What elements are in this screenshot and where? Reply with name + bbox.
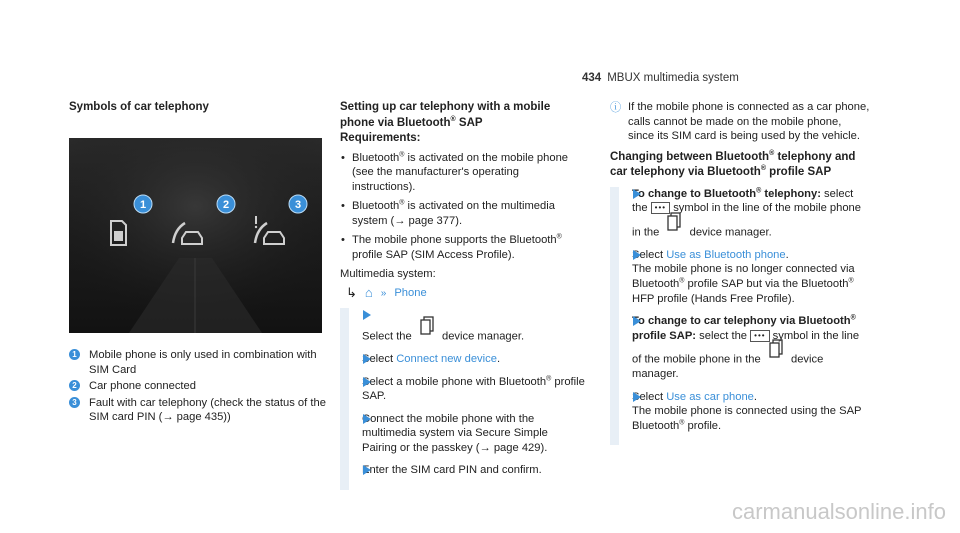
- step-arrow-icon: [633, 189, 641, 199]
- use-as-car-phone-link: Use as car phone: [666, 390, 754, 403]
- legend-text: Mobile phone is only used in combination with SIM Card: [89, 349, 317, 376]
- home-icon: ⌂: [364, 285, 373, 301]
- list-item: • Bluetooth® is activated on the mobile phone (see the manufacturer's operating instructions).: [340, 151, 585, 195]
- connect-new-device-link: Connect new device: [396, 352, 497, 365]
- step-list: [610, 187, 870, 442]
- section-heading-changing: Changing between Bluetooth® telephony and car telephony via Bluetooth® profile SAP: [610, 149, 856, 179]
- column-setup: [340, 100, 585, 496]
- step-item: Select Connect new device.: [362, 352, 501, 365]
- callout-3: [289, 195, 307, 213]
- legend-number: 3: [69, 397, 80, 408]
- step-arrow-icon: [363, 414, 371, 424]
- legend-item: [69, 396, 329, 425]
- step-item: Select a mobile phone with Bluetooth® profile SAP.: [362, 374, 585, 403]
- multimedia-system-label: Multimedia system:: [340, 268, 436, 281]
- device-manager-icon: [415, 314, 439, 338]
- step-arrow-icon: [363, 377, 371, 387]
- page-number: 434: [582, 72, 602, 84]
- device-manager-icon: [662, 210, 686, 234]
- callout-2-label: 2: [222, 199, 230, 211]
- step-item: Select the device manager.: [362, 308, 585, 352]
- page-header: [582, 71, 739, 86]
- section-heading-symbols: Symbols of car telephony: [69, 101, 209, 113]
- list-item: • The mobile phone supports the Bluetooth® profile SAP (SIM Access Profile).: [340, 233, 585, 262]
- step-item: To change to car telephony via Bluetooth® profile SAP: select the ••• symbol in the line of the mobile phone in the device manager.: [632, 314, 860, 381]
- callout-3-label: 3: [294, 199, 302, 211]
- legend-item: [69, 379, 329, 394]
- step-item: To change to Bluetooth® telephony: select the ••• symbol in the line of the mobile phone in the device manager.: [632, 186, 862, 239]
- step-arrow-icon: [363, 354, 371, 364]
- step-arrow-icon: [363, 310, 371, 320]
- screen-graphic: [69, 138, 322, 333]
- column-changing: [610, 100, 870, 451]
- step-arrow-icon: [633, 316, 641, 326]
- step-arrow-icon: [633, 250, 641, 260]
- page-header-title: MBUX multimedia system: [607, 72, 739, 84]
- callout-2: [217, 195, 235, 213]
- step-item: Connect the mobile phone with the multimedia system via Secure Simple Pairing or the passkey (→ page 429).: [362, 412, 548, 454]
- use-as-bluetooth-phone-link: Use as Bluetooth phone: [666, 248, 786, 261]
- step-arrow-icon: [363, 465, 371, 475]
- step-arrow-icon: [633, 392, 641, 402]
- step-item: Enter the SIM card PIN and confirm.: [362, 464, 542, 477]
- device-manager-icon: [764, 337, 788, 361]
- path-phone-label: Phone: [394, 287, 427, 300]
- list-item: • Bluetooth® is activated on the multimedia system (→ page 377).: [340, 199, 585, 228]
- symbol-legend: [69, 348, 329, 427]
- callout-1: [134, 195, 152, 213]
- step-item: Select Use as car phone. The mobile phone is connected using the SAP Bluetooth® profile.: [632, 390, 862, 432]
- legend-item: [69, 348, 329, 377]
- more-options-icon: •••: [750, 330, 769, 342]
- info-note: ⓘ If the mobile phone is connected as a car phone, calls cannot be made on the mobile phone, since its SIM card is being used by the vehicle.: [610, 101, 870, 143]
- double-chevron-icon: »: [380, 287, 387, 299]
- menu-path: [346, 285, 585, 302]
- requirements-label: Requirements:: [340, 132, 421, 145]
- telephony-screen-illustration: [69, 138, 322, 333]
- legend-number: 2: [69, 380, 80, 391]
- legend-number: 1: [69, 349, 80, 360]
- column-symbols: [69, 100, 322, 116]
- watermark: carmanualsonline.info: [731, 499, 946, 525]
- requirements-list: [340, 151, 585, 263]
- step-list: [340, 308, 585, 486]
- legend-text: Fault with car telephony (check the status of the SIM card PIN (→ page 435)): [89, 396, 326, 424]
- step-item: Select Use as Bluetooth phone. The mobile phone is no longer connected via Bluetooth® profile SAP but via the Bluetooth® HFP profile (Hands Free Profile).: [632, 248, 855, 305]
- section-heading-setup: Setting up car telephony with a mobile phone via Bluetooth® SAP: [340, 101, 551, 129]
- more-options-icon: •••: [651, 202, 670, 214]
- callout-1-label: 1: [139, 199, 147, 211]
- return-arrow-icon: ↳: [346, 285, 357, 301]
- info-icon: ⓘ: [610, 102, 622, 114]
- legend-text: Car phone connected: [89, 380, 196, 393]
